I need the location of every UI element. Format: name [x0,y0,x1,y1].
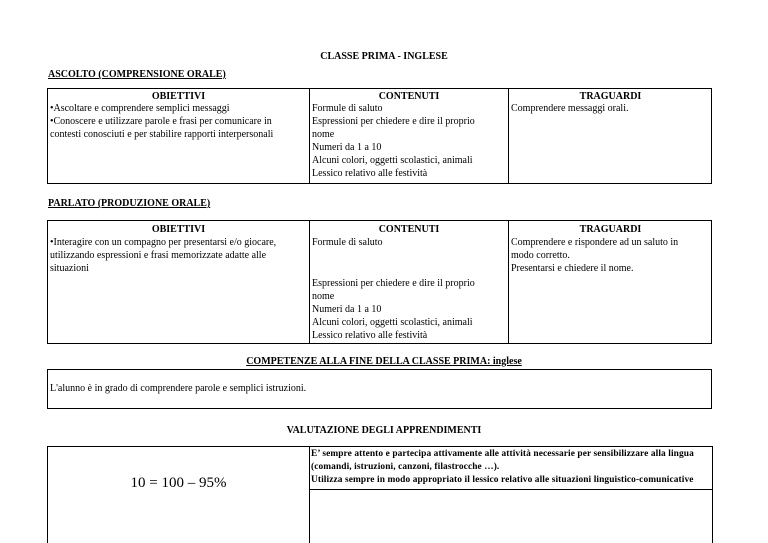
ascolto-contenuto-line: Alcuni colori, oggetti scolastici, animali [312,155,473,166]
parlato-contenuto-line: Lessico relativo alle festività [312,330,428,341]
valutazione-heading: VALUTAZIONE DEGLI APPRENDIMENTI [286,425,482,436]
ascolto-col-obiettivi: OBIETTIVI [151,91,206,102]
valutazione-descr-line: E’ sempre attento e partecipa attivamente alle attività necessarie per sensibilizzare alla lingua [311,449,694,459]
valutazione-grade: 10 = 100 – 95% [130,475,227,491]
valutazione-descr [311,448,694,487]
parlato-col-contenuti: CONTENUTI [378,224,440,235]
ascolto-contenuto-line: Numeri da 1 a 10 [312,142,382,153]
parlato-traguardo-line: modo corretto. [511,250,570,261]
parlato-obiettivo-line: situazioni [50,263,89,274]
ascolto-traguardi [511,102,628,115]
parlato-contenuto-line: Alcuni colori, oggetti scolastici, animali [312,317,473,328]
parlato-obiettivo-line: •Interagire con un compagno per presentarsi e/o giocare, [50,237,277,248]
parlato-traguardo-line: Presentarsi e chiedere il nome. [511,263,634,274]
parlato-contenuto-line: Espressioni per chiedere e dire il proprio [312,278,475,289]
competenze-text: L'alunno è in grado di comprendere parole e semplici istruzioni. [50,383,307,394]
ascolto-heading: ASCOLTO (COMPRENSIONE ORALE) [48,69,226,80]
ascolto-col-traguardi: TRAGUARDI [579,91,642,102]
parlato-contenuto-line: Formule di saluto [312,237,383,248]
parlato-contenuto-line: nome [312,291,335,302]
ascolto-col-contenuti: CONTENUTI [378,91,440,102]
ascolto-traguardo-line: Comprendere messaggi orali. [511,103,629,114]
parlato-contenuto-line: Numeri da 1 a 10 [312,304,382,315]
parlato-col-traguardi: TRAGUARDI [579,224,642,235]
competenze-box [47,369,712,409]
parlato-obiettivi [50,236,276,275]
ascolto-contenuto-line: nome [312,129,335,140]
ascolto-obiettivo-line: •Conoscere e utilizzare parole e frasi per comunicare in [50,116,272,127]
competenze-heading: COMPETENZE ALLA FINE DELLA CLASSE PRIMA: inglese [246,356,522,367]
parlato-traguardo-line: Comprendere e rispondere ad un saluto in [511,237,679,248]
ascolto-contenuti [312,102,475,180]
parlato-obiettivo-line: utilizzando espressioni e frasi memorizzate adatte alle [50,250,267,261]
parlato-col-obiettivi: OBIETTIVI [151,224,206,235]
parlato-heading: PARLATO (PRODUZIONE ORALE) [48,198,211,209]
ascolto-contenuto-line: Espressioni per chiedere e dire il proprio [312,116,475,127]
parlato-traguardi [511,236,678,275]
ascolto-obiettivo-line: •Ascoltare e comprendere semplici messaggi [50,103,230,114]
valutazione-descr-line: (comandi, istruzioni, canzoni, filastrocche …). [311,462,500,472]
parlato-contenuti-top [312,236,383,249]
parlato-contenuti [312,277,475,342]
page-title: CLASSE PRIMA - INGLESE [320,51,448,62]
ascolto-obiettivo-line: contesti conosciuti e per stabilire rapporti interpersonali [50,129,274,140]
valutazione-descr-line: Utilizza sempre in modo appropriato il lessico relativo alle situazioni linguistico-comunicative [311,475,694,485]
ascolto-obiettivi [50,102,273,141]
ascolto-contenuto-line: Formule di saluto [312,103,383,114]
ascolto-contenuto-line: Lessico relativo alle festività [312,168,428,179]
